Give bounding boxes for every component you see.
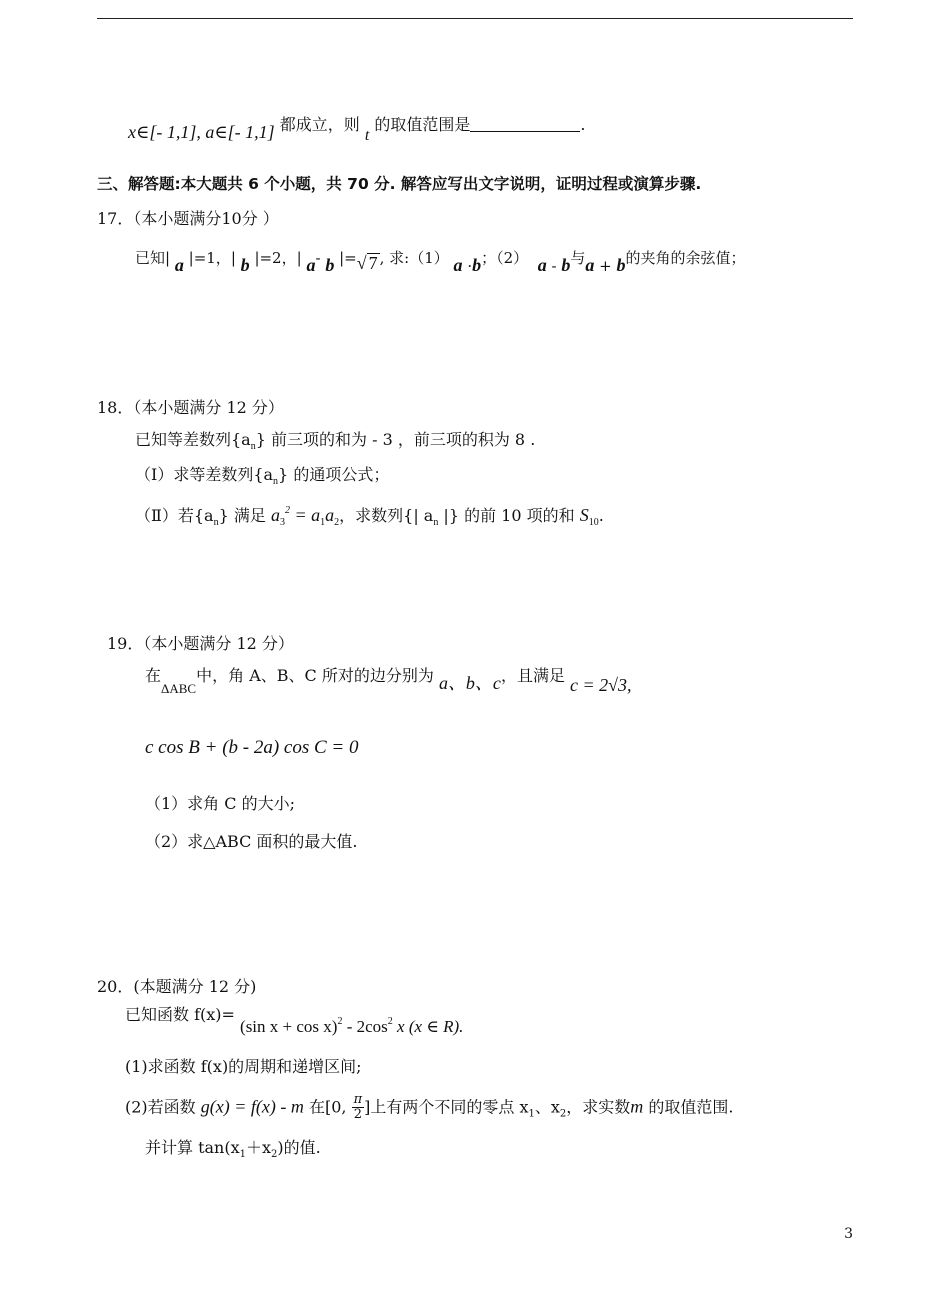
q18-part-2: （Ⅱ）若$\{a_n\}$ 满足 $a_3^2 = a_1a_2$，求数列{| $a_n$ |} 的前 10 项的和 $S_{10}$. [135,505,604,528]
page-number: 3 [844,1226,853,1242]
q19-part-2: （2）求△ABC 面积的最大值. [145,832,358,851]
pi-over-2-fraction: $\frac{\pi}{2}$ [353,1092,363,1123]
q19-part-1: （1）求角 C 的大小; [145,794,295,813]
q20-statement: 已知函数 f(x)= (sin $x + \cos x)^2 - 2\cos^2$ x (x ∈ R). [125,1005,464,1036]
answer-blank[interactable] [470,117,580,132]
section-3-title: 三、解答题:本大题共 6 个小题，共 70 分. 解答应写出文字说明，证明过程或演算步骤. [97,175,702,193]
q20-part-3: 并计算 $\tan(x_1+x_2)$的值. [145,1138,321,1160]
header-rule [97,18,853,19]
q18-part-1: （Ⅰ）求等差数列$\{a_n\}$ 的通项公式； [135,465,390,487]
q17-statement: 已知| a |=1，| b |=2，| a- b |=√ 7 , 求:（1） a ·b；（2） a - b与a + b的夹角的余弦值； [135,249,746,275]
q19-heading: 19．（本小题满分 12 分） [107,634,294,653]
q18-statement: 已知等差数列$\{a_n\}$ 前三项的和为 - 3 ，前三项的积为 8 . [135,430,536,452]
q16-expression: x∈[- 1,1], a∈[- 1,1] [128,122,275,142]
q19-statement: 在$_{\Delta ABC}$中，角 A、B、C 所对的边分别为 a、b、c，且满足 c = 2√3, [145,666,632,696]
q17-heading: 17．（本小题满分10分 ） [97,209,279,228]
q20-part-2: (2)若函数 g(x) = f(x) - m 在[0, $\frac{\pi}{2}$ ]上有两个不同的零点 $x_1$、$x_2$，求实数m 的取值范围. [125,1092,734,1123]
q20-part-1: (1)求函数 f(x)的周期和递增区间; [125,1057,362,1076]
q19-equation: c cos B + (b - 2a) cos C = 0 [145,737,359,758]
q18-heading: 18．（本小题满分 12 分） [97,398,284,417]
q20-heading: 20．(本题满分 12 分) [97,977,257,996]
q16-tail-line: x∈[- 1,1], a∈[- 1,1] 都成立，则 t 的取值范围是 . [128,115,586,144]
